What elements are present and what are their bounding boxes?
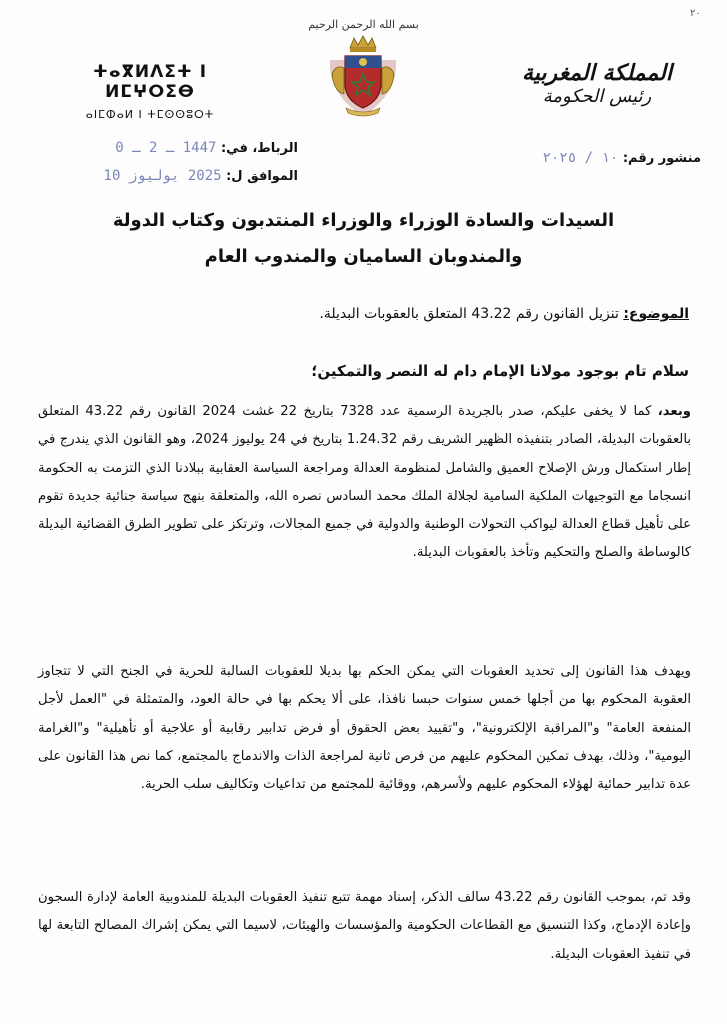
circular-number-value: ١٠ / ٢٠٢٥	[542, 150, 619, 166]
addressees-line-1: السيدات والسادة الوزراء والوزراء المنتدبون وكتاب الدولة	[112, 210, 615, 231]
rabat-date-value: 1447 ـ 2 ـ 0	[115, 140, 217, 156]
rabat-date	[38, 140, 298, 156]
page-corner-mark: ٢٠	[690, 8, 701, 19]
paragraph-1-text: كما لا يخفى عليكم، صدر بالجريدة الرسمية عدد 7328 بتاريخ 22 غشت 2024 القانون رقم 43.22 المتعلق بالعقوبات البديلة، الصادر بتنفيذه الظهير الشريف رقم 1.24.32 بتاريخ في 24 يوليوز 2024، وهو القانون الذي يندرج في إطار استكمال ورش الإصلاح العميق والشامل لمنظومة العدالة ومراجعة السياسة العقابية ببلادنا الذي التزمت به الحكومة انسجاما مع التوجيهات الملكية السامية لجلالة الملك محمد السادس نصره الله، والمتعلقة بنهج سياسة جنائية جديدة تقوم على تأهيل قطاع العدالة ليواكب التحولات الوطنية والدولية في جميع المجالات، وترتكز على تطوير الطرق القضائية البديلة كالوساطة والصلح والتحكيم وتأخذ بالعقوبات البديلة.	[38, 404, 692, 561]
royal-coat-of-arms-icon	[320, 34, 406, 120]
bismillah-heading: بسم الله الرحمن الرحيم	[308, 18, 419, 31]
paragraph-2: ويهدف هذا القانون إلى تحديد العقوبات التي يمكن الحكم بها بديلا للعقوبات السالبة للحرية في الجنح التي لا تتجاوز العقوبة المحكوم بها من أجلها خمس سنوات حبسا نافذا، على ألا يحكم بها في حالة العود، والمتمثلة في "العمل لأجل المنفعة العامة" و"المراقبة الإلكترونية"، و"تقييد بعض الحقوق أو فرض تدابير رقابية أو علاجية أو تأهيلية" و"الغرامة اليومية"، وذلك، بهدف تمكين المحكوم عليهم من فرص ثانية لمراجعة الذات والاندماج بالمجتمع، كما نص هذا القانون على عدة تدابير حمائية لهؤلاء المحكوم عليهم ولأسرهم، ووقائية للمجتمع من تداعيات وتكاليف سلب الحرية.	[38, 664, 691, 793]
tifinagh-kingdom: ⵜⴰⴳⵍⴷⵉⵜ ⵏ ⵍⵎⵖⵔⵉⴱ	[92, 62, 208, 102]
gregorian-date	[38, 168, 298, 184]
gregorian-date-label: الموافق ل:	[226, 169, 298, 184]
circular-number	[542, 150, 701, 166]
subject-label: الموضوع:	[623, 306, 689, 322]
addressees-line-2: والمندوبان الساميان والمندوب العام	[204, 246, 523, 267]
paragraph-1-lead: وبعد،	[657, 404, 691, 419]
gregorian-date-value: 2025 يوليوز 10	[103, 168, 222, 184]
kingdom-name: المملكة المغربية	[522, 60, 672, 86]
subject-line	[319, 306, 689, 322]
paragraph-3: وقد تم، بموجب القانون رقم 43.22 سالف الذكر، إسناد مهمة تتبع تنفيذ العقوبات البديلة للمندوبية العامة لإدارة السجون وإعادة الإدماج، وكذا التنسيق مع القطاعات الحكومية والمؤسسات والهيئات، لاسيما التي يمكن إشراك المصالح التابعة لها في تنفيذ العقوبات البديلة.	[38, 890, 691, 962]
head-of-government: رئيس الحكومة	[542, 86, 652, 107]
greeting: سلام تام بوجود مولانا الإمام دام له النصر والتمكين؛	[311, 362, 689, 380]
rabat-date-label: الرباط، في:	[220, 141, 298, 156]
tifinagh-government: ⴰⵏⵎⵀⴰⵍ ⵏ ⵜⵎⵙⵙⵓⵔⵜ	[85, 108, 215, 121]
tifinagh-header	[60, 62, 240, 121]
paragraph-1	[38, 398, 691, 568]
kingdom-header	[497, 60, 697, 108]
subject-text: تنزيل القانون رقم 43.22 المتعلق بالعقوبات البديلة.	[319, 306, 619, 322]
circular-number-label: منشور رقم:	[622, 151, 701, 166]
